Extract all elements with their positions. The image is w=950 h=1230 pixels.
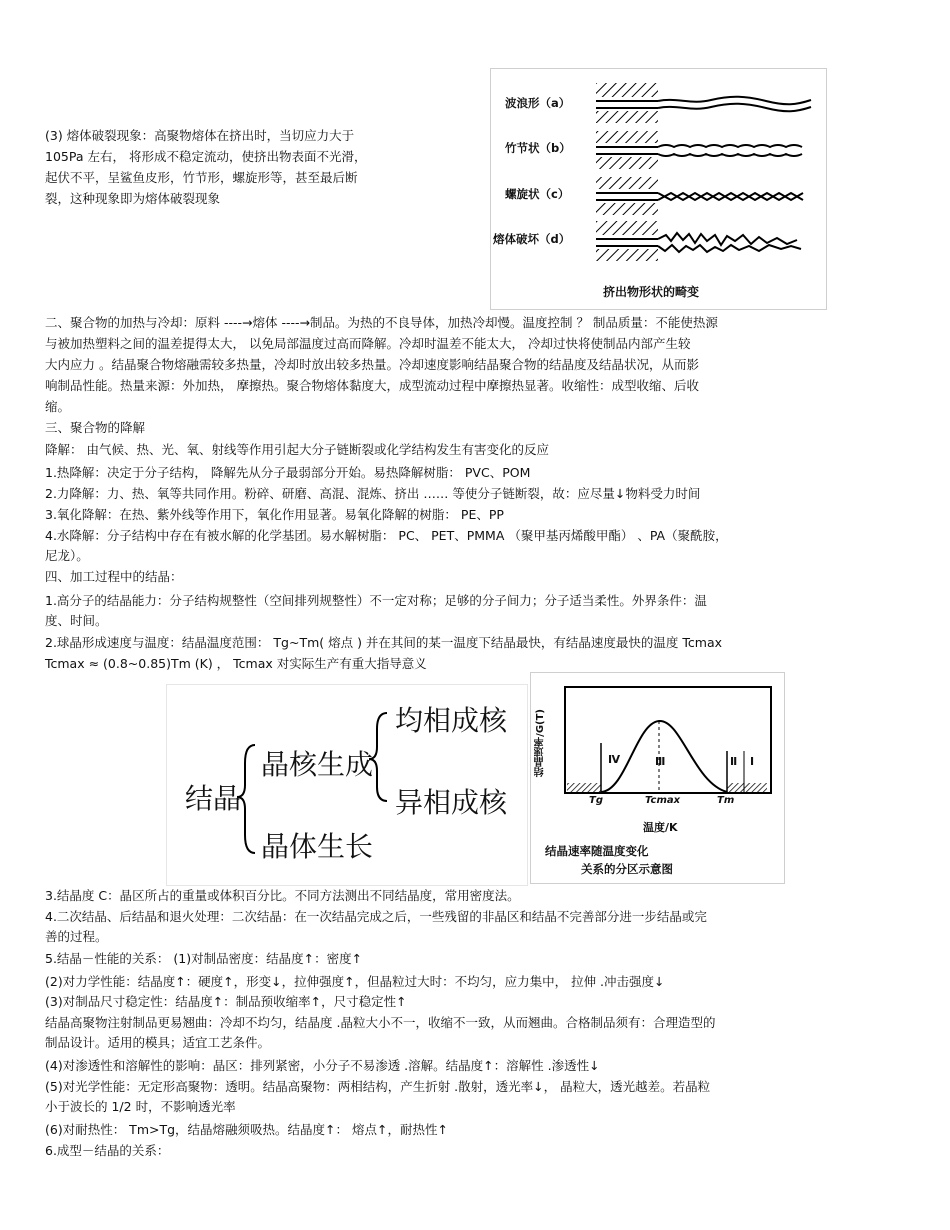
text-line: 6.成型－结晶的关系： [45, 1143, 170, 1158]
die-wall-d [596, 221, 658, 261]
die-wall-b [596, 131, 658, 169]
text-line: (5)对光学性能：无定形高聚物：透明。结晶高聚物：两相结构，产生折射 .散射，透光率↓， 晶粒大，透光越差。若晶粒 [45, 1079, 711, 1094]
figure-caption-line2: 关系的分区示意图 [581, 862, 673, 876]
text-line: (2)对力学性能：结晶度↑：硬度↑，形变↓，拉伸强度↑，但晶粒过大时：不均匀，应力集中， 拉伸 .冲击强度↓ [45, 974, 665, 989]
extrudate-wavy [596, 97, 811, 112]
text-line: (3)对制品尺寸稳定性：结晶度↑：制品预收缩率↑，尺寸稳定性↑ [45, 994, 407, 1009]
text-line: 3.结晶度 C：晶区所占的重量或体积百分比。不同方法测出不同结晶度，常用密度法。 [45, 888, 520, 903]
text-line: 裂，这种现象即为熔体破裂现象 [45, 191, 221, 206]
crystallization-rate-figure [530, 672, 785, 884]
text-line: 105Pa 左右， 将形成不稳定流动，使挤出物表面不光滑， [45, 149, 367, 164]
extrudate-bamboo [596, 145, 802, 156]
tree-node-growth: 晶体生长 [261, 830, 374, 863]
text-line: 降解： 由气候、热、光、氧、射线等作用引起大分子链断裂或化学结构发生有害变化的反应 [45, 442, 549, 457]
tick-tg: Tg [589, 795, 603, 806]
label-bamboo: 竹节状（b） [505, 141, 571, 155]
crystallization-tree-diagram [166, 684, 528, 886]
die-wall-a [596, 83, 658, 123]
hatched-zone-low [567, 783, 601, 792]
text-line: (6)对耐热性： Tm>Tg，结晶熔融须吸热。结晶度↑： 熔点↑，耐热性↑ [45, 1122, 448, 1137]
zone-label-iv: Ⅳ [608, 753, 621, 766]
text-line: 响制品性能。热量来源：外加热， 摩擦热。聚合物熔体黏度大，成型流动过程中摩擦热显著。收缩性：成型收缩、后收 [45, 378, 699, 393]
label-helical: 螺旋状（c） [505, 187, 570, 201]
text-line: 4.水降解：分子结构中存在有被水解的化学基团。易水解树脂： PC、 PET、PMMA （聚甲基丙烯酸甲酯） 、PA（聚酰胺， [45, 528, 728, 543]
text-line: 度、时间。 [45, 613, 108, 628]
tick-tm: Tm [717, 795, 735, 806]
tick-tcmax: Tcmax [645, 795, 681, 806]
text-line: 制品设计。适用的模具；适宜工艺条件。 [45, 1035, 271, 1050]
text-line: 起伏不平，呈鲨鱼皮形，竹节形，螺旋形等，甚至最后断 [45, 170, 358, 185]
tree-leaf-homogeneous: 均相成核 [395, 704, 508, 737]
text-line: (3) 熔体破裂现象：高聚物熔体在挤出时，当切应力大于 [45, 128, 355, 143]
text-line: 缩。 [45, 399, 71, 414]
zone-label-ii: Ⅱ [730, 755, 738, 768]
extrudate-helical [596, 193, 803, 200]
section-heading: 三、聚合物的降解 [45, 420, 146, 435]
extrudate-distortion-figure [490, 68, 827, 310]
text-line: 小于波长的 1/2 时，不影响透光率 [45, 1099, 236, 1114]
section-heading: 四、加工过程中的结晶： [45, 569, 183, 584]
figure-caption-line1: 结晶速率随温度变化 [545, 844, 649, 858]
text-line: 结晶高聚物注射制品更易翘曲：冷却不均匀，结晶度 .晶粒大小不一，收缩不一致，从而翘曲。合格制品须有：合理造型的 [45, 1015, 716, 1030]
text-line: 2.力降解：力、热、氧等共同作用。粉碎、研磨、高混、混炼、挤出 …… 等使分子链断裂，故：应尽量↓物料受力时间 [45, 486, 701, 501]
text-line: 1.高分子的结晶能力：分子结构规整性（空间排列规整性）不一定对称；足够的分子间力；分子适当柔性。外界条件：温 [45, 593, 707, 608]
y-axis-label: 结晶速率/G(T) [535, 709, 546, 777]
text-line: 二、聚合物的加热与冷却：原料 ----→熔体 ----→制品。为热的不良导体，加热冷却慢。温度控制 ？ 制品质量：不能使热源 [45, 315, 718, 330]
text-line: 尼龙）。 [45, 548, 89, 563]
text-line: 3.氧化降解：在热、紫外线等作用下，氧化作用显著。易氧化降解的树脂： PE、PP [45, 507, 504, 522]
text-line: 善的过程。 [45, 929, 108, 944]
plot-frame [565, 687, 771, 793]
figure-caption: 挤出物形状的畸变 [603, 285, 700, 299]
tree-root-crystallization: 结晶 [185, 782, 242, 815]
tree-node-nucleation: 晶核生成 [261, 748, 374, 781]
text-line: Tcmax ≈ (0.8~0.85)Tm (K) ， Tcmax 对实际生产有重大指导意义 [45, 656, 427, 671]
hatched-zone-high [727, 783, 767, 792]
text-line: 2.球晶形成速度与温度：结晶温度范围： Tg~Tm( 熔点 ) 并在其间的某一温度下结晶最快，有结晶速度最快的温度 Tcmax [45, 635, 723, 650]
zone-label-iii: Ⅲ [655, 755, 666, 768]
text-line: (4)对渗透性和溶解性的影响：晶区：排列紧密，小分子不易渗透 .溶解。结晶度↑：溶解性 .渗透性↓ [45, 1058, 600, 1073]
label-wavy: 波浪形（a） [505, 96, 571, 110]
text-line: 1.热降解：决定于分子结构， 降解先从分子最弱部分开始。易热降解树脂： PVC、POM [45, 465, 531, 480]
text-line: 大内应力 。结晶聚合物熔融需较多热量，冷却时放出较多热量。冷却速度影响结晶聚合物的结晶度及结晶状况，从而影 [45, 357, 699, 372]
die-wall-c [596, 177, 658, 215]
x-axis-label: 温度/K [643, 821, 678, 834]
text-line: 4.二次结晶、后结晶和退火处理：二次结晶：在一次结晶完成之后，一些残留的非晶区和结晶不完善部分进一步结晶或完 [45, 909, 707, 924]
label-melt-fracture: 熔体破坏（d） [493, 232, 571, 246]
text-line: 5.结晶－性能的关系： (1)对制品密度：结晶度↑：密度↑ [45, 951, 363, 966]
text-line: 与被加热塑料之间的温差提得太大， 以免局部温度过高而降解。冷却时温差不能太大， 冷却过快将使制品内部产生较 [45, 336, 691, 351]
zone-label-i: Ⅰ [750, 755, 755, 768]
tree-leaf-heterogeneous: 异相成核 [395, 786, 508, 819]
